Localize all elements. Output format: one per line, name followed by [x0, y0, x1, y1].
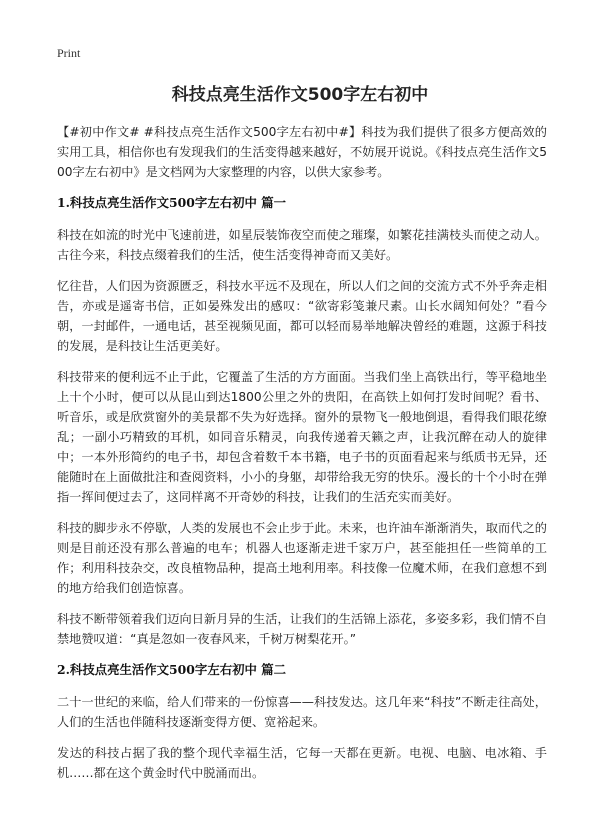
intro-paragraph: 【#初中作文# #科技点亮生活作文500字左右初中#】科技为我们提供了很多方便高效的实用工具，相信你也有发现我们的生活变得越来越好，不妨展开说说。《科技点亮生活作文500字左右初中》是文档网为大家整理的内容，以供大家参考。: [57, 125, 547, 179]
body-paragraph: 科技在如流的时光中飞速前进，如星辰装饰夜空而使之璀璨，如繁花挂满枝头而使之动人。古往今来，科技点缀着我们的生活，使生活变得神奇而又美好。: [57, 228, 547, 262]
section-heading: 2.科技点亮生活作文500字左右初中 篇二: [57, 662, 286, 677]
body-paragraph: 发达的科技占据了我的整个现代幸福生活，它每一天都在更新。电视、电脑、电冰箱、手机……都在这个黄金时代中脱涌而出。: [57, 746, 547, 780]
body-paragraph: 二十一世纪的来临，给人们带来的一份惊喜——科技发达。这几年来“科技”不断走往高处，人们的生活也伴随科技逐渐变得方便、宽裕起来。: [57, 695, 547, 729]
page-title: 科技点亮生活作文500字左右初中: [171, 85, 429, 105]
article-body: [57, 122, 547, 794]
body-paragraph: 科技带来的便利远不止于此，它覆盖了生活的方方面面。当我们坐上高铁出行，等平稳地坐上十个小时，便可以从昆山到达1800公里之外的贵阳，在高铁上如何打发时间呢？看书、听音乐，或是欣赏窗外的美景都不失为好选择。窗外的景物飞一般地倒退，看得我们眼花缭乱；一副小巧精致的耳机，如同音乐精灵，向我传递着天籁之声，让我沉醉在动人的旋律中；一本外形简约的电子书，却包含着数千本书籍，电子书的页面看起来与纸质书无异，还能随时在上面做批注和查阅资料，小小的身躯，却带给我无穷的快乐。漫长的十个小时在弹指一挥间便过去了，这同样离不开奇妙的科技，让我们的生活充实而美好。: [57, 370, 547, 504]
body-paragraph: 忆往昔，人们因为资源匮乏，科技水平远不及现在，所以人们之间的交流方式不外乎奔走相告，亦或是遥寄书信，正如晏殊发出的感叹：“欲寄彩笺兼尺素。山长水阔知何处？”看今朝，一封邮件，一通电话，甚至视频见面，都可以轻而易举地解决曾经的难题，这源于科技的发展，是科技让生活更美好。: [57, 279, 547, 353]
body-paragraph: 科技不断带领着我们迈向日新月异的生活，让我们的生活锦上添花，多姿多彩，我们情不自禁地赞叹道：“真是忽如一夜春风来，千树万树梨花开。”: [57, 612, 547, 646]
section-heading: 1.科技点亮生活作文500字左右初中 篇一: [57, 195, 286, 210]
body-paragraph: 科技的脚步永不停歇，人类的发展也不会止步于此。未来，也许油车渐渐消失，取而代之的则是目前还没有那么普遍的电车；机器人也逐渐走进千家万户，甚至能担任一些简单的工作；利用科技杂交，改良植物品种，提高土地利用率。科技像一位魔术师，在我们意想不到的地方给我们创造惊喜。: [57, 521, 547, 595]
print-link[interactable]: Print: [57, 46, 81, 60]
